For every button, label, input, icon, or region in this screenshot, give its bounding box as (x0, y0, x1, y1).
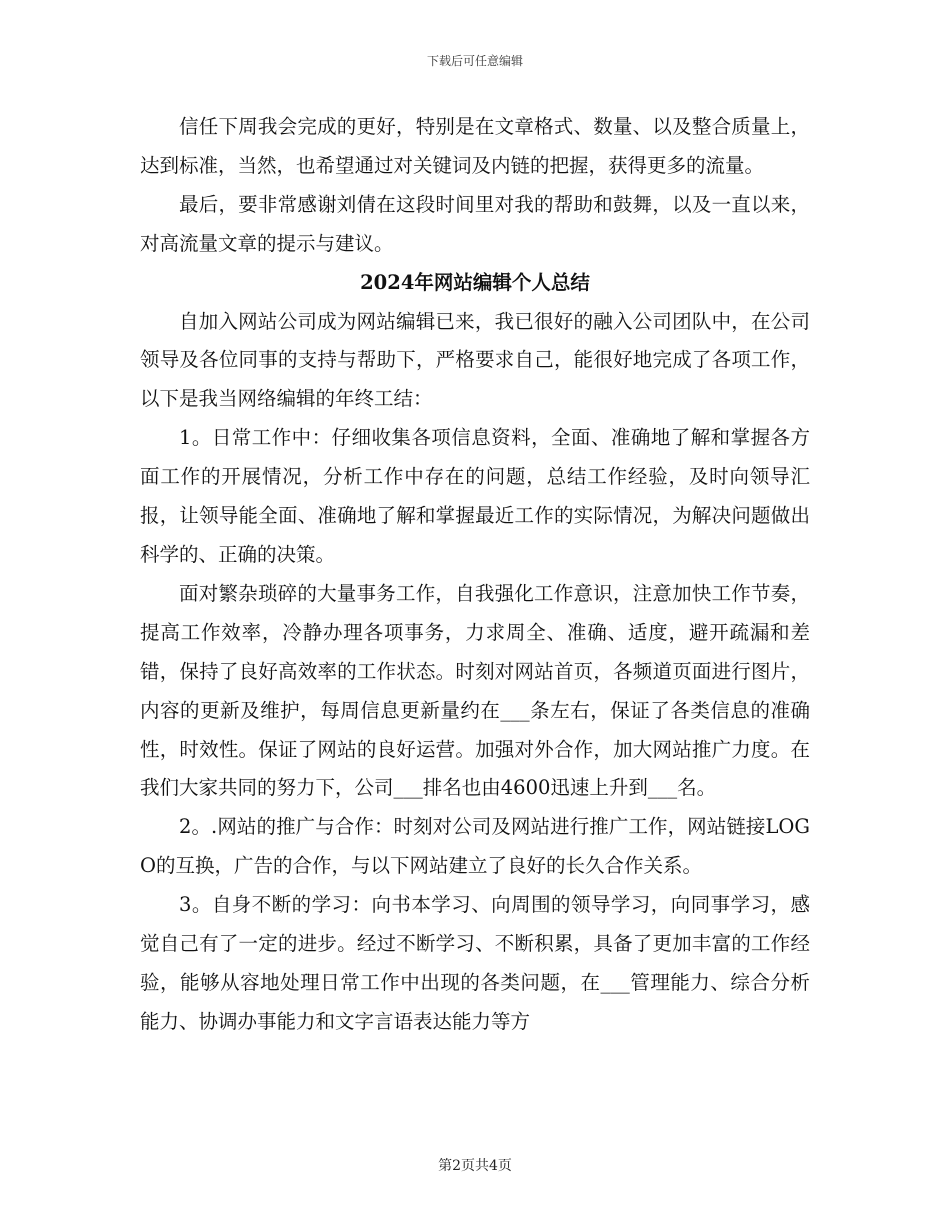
document-body (140, 108, 810, 1042)
page-header: 下载后可任意编辑 (426, 54, 523, 68)
paragraph-4: 1。日常工作中：仔细收集各项信息资料，全面、准确地了解和掌握各方面工作的开展情况，分析工作中存在的问题，总结工作经验，及时向领导汇报，让领导能全面、准确地了解和掌握最近工作的实际情况，为解决问题做出科学的、正确的决策。 (140, 426, 810, 566)
paragraph-6: 2。.网站的推广与合作：时刻对公司及网站进行推广工作，网站链接LOGO的互换，广告的合作，与以下网站建立了良好的长久合作关系。 (140, 815, 810, 878)
paragraph-3: 自加入网站公司成为网站编辑已来，我已很好的融入公司团队中，在公司领导及各位同事的支持与帮助下，严格要求自己，能很好地完成了各项工作，以下是我当网络编辑的年终工结： (140, 309, 810, 411)
paragraph-2: 最后，要非常感谢刘倩在这段时间里对我的帮助和鼓舞，以及一直以来，对高流量文章的提示与建议。 (140, 192, 810, 255)
section-title: 2024年网站编辑个人总结 (360, 270, 590, 294)
paragraph-1: 信任下周我会完成的更好，特别是在文章格式、数量、以及整合质量上，达到标准，当然，也希望通过对关键词及内链的把握，获得更多的流量。 (140, 115, 810, 177)
paragraph-7: 3。自身不断的学习：向书本学习、向周围的领导学习，向同事学习，感觉自己有了一定的进步。经过不断学习、不断积累，具备了更加丰富的工作经验，能够从容地处理日常工作中出现的各类问题，在___管理能力、综合分析能力、协调办事能力和文字言语表达能力等方 (140, 893, 810, 1033)
page-number: 第2页共4页 (438, 1158, 512, 1174)
paragraph-5: 面对繁杂琐碎的大量事务工作，自我强化工作意识，注意加快工作节奏，提高工作效率，冷静办理各项事务，力求周全、准确、适度，避开疏漏和差错，保持了良好高效率的工作状态。时刻对网站首页，各频道页面进行图片，内容的更新及维护，每周信息更新量约在___条左右，保证了各类信息的准确性，时效性。保证了网站的良好运营。加强对外合作，加大网站推广力度。在我们大家共同的努力下，公司___排名也由4600迅速上升到___名。 (140, 581, 810, 800)
